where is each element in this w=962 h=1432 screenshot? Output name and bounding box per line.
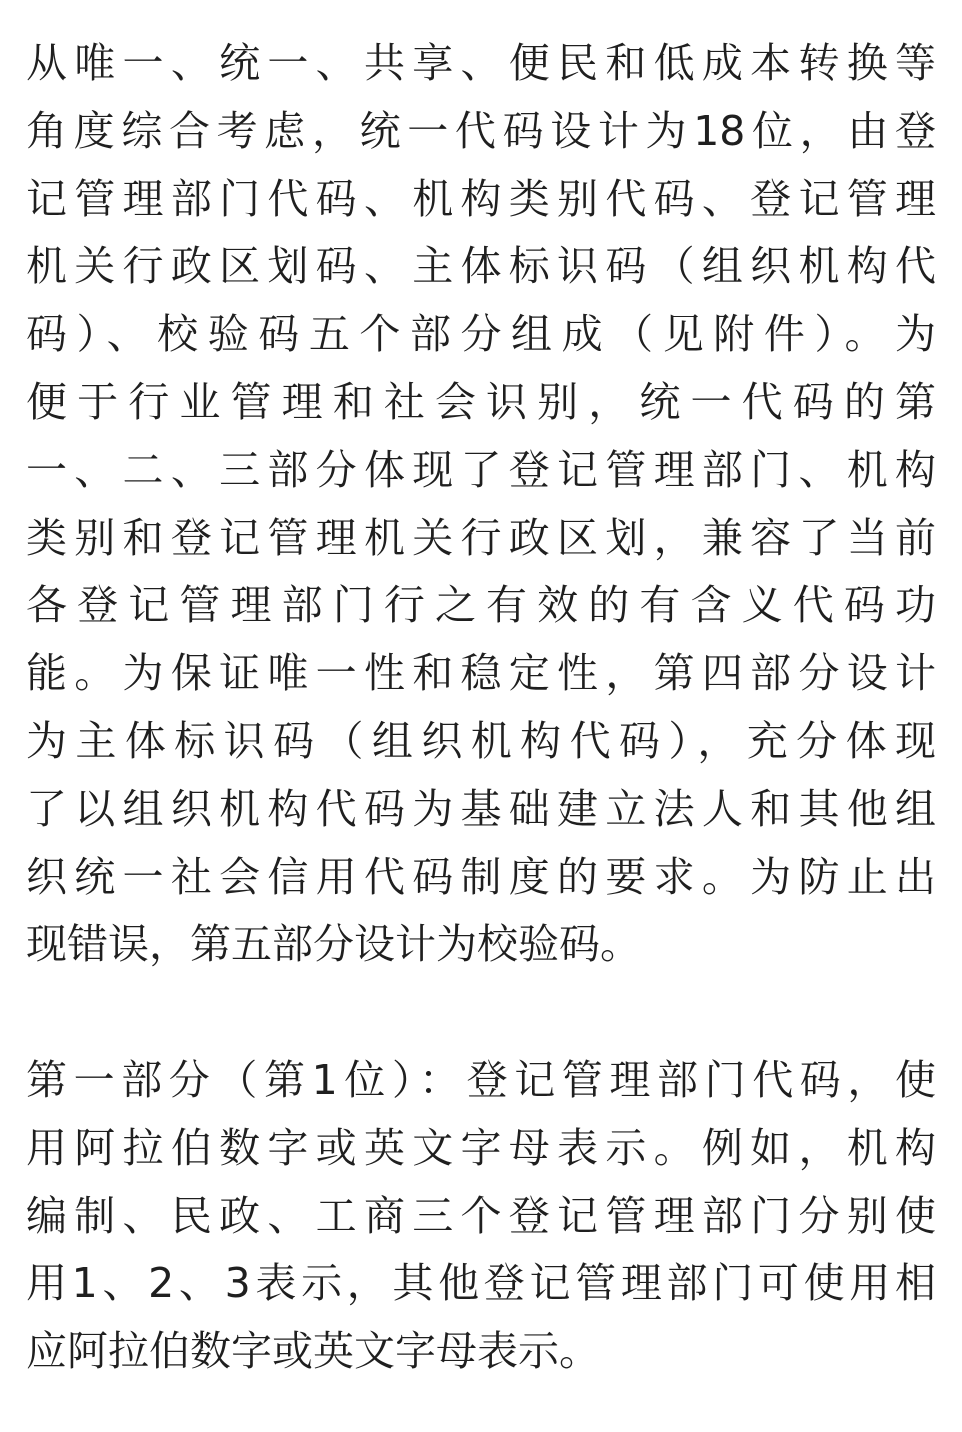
text-line: 应阿拉伯数字或英文字母表示。 bbox=[26, 1327, 600, 1376]
text-line: 一、二、三部分体现了登记管理部门、机构 bbox=[26, 445, 936, 494]
text-line: 便于行业管理和社会识别，统一代码的第 bbox=[26, 377, 936, 426]
text-line: 现错误，第五部分设计为校验码。 bbox=[26, 920, 641, 969]
paragraph-code-design bbox=[26, 30, 936, 979]
text-line: 用1、2、3表示，其他登记管理部门可使用相 bbox=[26, 1259, 936, 1308]
text-line: 用阿拉伯数字或英文字母表示。例如，机构 bbox=[26, 1123, 936, 1172]
text-line: 机关行政区划码、主体标识码（组织机构代 bbox=[26, 242, 936, 291]
text-line: 第一部分（第1位）：登记管理部门代码，使 bbox=[26, 1055, 936, 1104]
text-line: 记管理部门代码、机构类别代码、登记管理 bbox=[26, 174, 936, 223]
text-line: 了以组织机构代码为基础建立法人和其他组 bbox=[26, 784, 936, 833]
text-line: 为主体标识码（组织机构代码），充分体现 bbox=[26, 716, 936, 765]
text-line: 编制、民政、工商三个登记管理部门分别使 bbox=[26, 1191, 936, 1240]
text-line: 能。为保证唯一性和稳定性，第四部分设计 bbox=[26, 649, 936, 698]
text-line: 类别和登记管理机关行政区划，兼容了当前 bbox=[26, 513, 936, 562]
text-line: 角度综合考虑，统一代码设计为18位，由登 bbox=[26, 106, 936, 155]
text-line: 从唯一、统一、共享、便民和低成本转换等 bbox=[26, 39, 936, 87]
paragraph-spacer bbox=[26, 979, 936, 1047]
text-line: 各登记管理部门行之有效的有含义代码功 bbox=[26, 581, 936, 630]
text-line: 织统一社会信用代码制度的要求。为防止出 bbox=[26, 852, 936, 901]
paragraph-part-one bbox=[26, 1047, 936, 1386]
document-body bbox=[26, 30, 936, 1386]
text-line: 码）、校验码五个部分组成（见附件）。为 bbox=[26, 310, 936, 359]
